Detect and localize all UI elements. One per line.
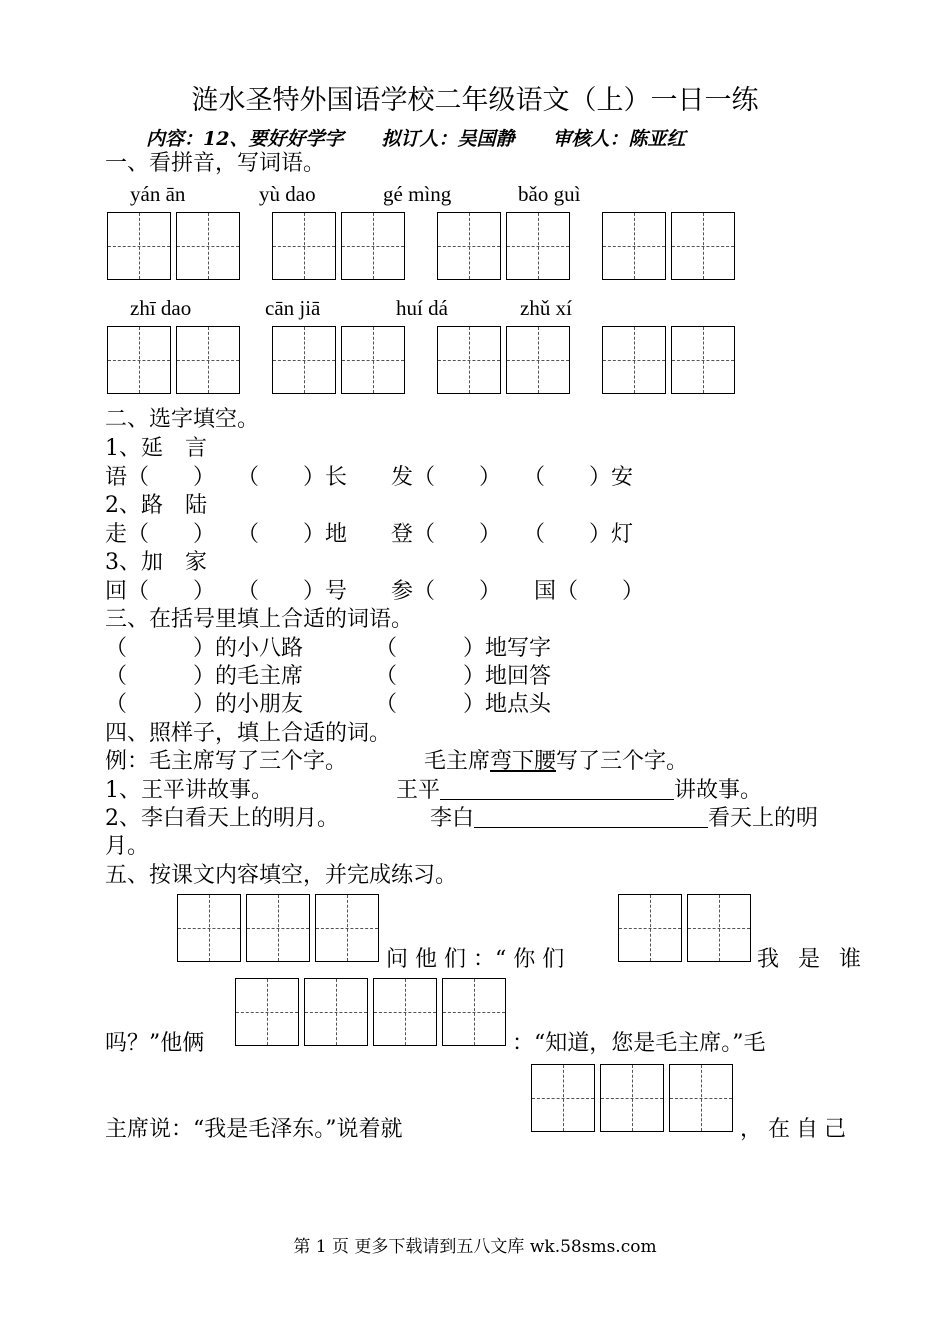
group-3-line: 回（ ） （ ）号 参（ ） 国（ ） — [105, 579, 645, 604]
passage-text-1: 问 他 们 ：“ 你 们 — [386, 947, 565, 972]
writing-box[interactable] — [341, 326, 405, 394]
writing-box[interactable] — [177, 894, 241, 962]
group-2-line: 走（ ） （ ）地 登（ ） （ ）灯 — [105, 522, 634, 547]
writing-box[interactable] — [671, 326, 735, 394]
q1-subject: 王平 — [396, 778, 441, 803]
question-2-answer — [430, 805, 818, 833]
section-1-heading: 一、看拼音，写词语。 — [105, 151, 326, 176]
writing-box[interactable] — [246, 894, 310, 962]
question-2-wrap: 月。 — [105, 834, 150, 859]
writing-box[interactable] — [437, 212, 501, 280]
pinyin-2: yù dao — [259, 182, 316, 206]
q2-rest: 看天上的明 — [708, 806, 819, 831]
page-title: 涟水圣特外国语学校二年级语文（上）一日一练 — [191, 85, 759, 116]
writing-box[interactable] — [341, 212, 405, 280]
passage-text-2: 我 是 谁 — [757, 947, 867, 972]
pinyin-7: huí dá — [396, 296, 448, 320]
pinyin-8: zhǔ xí — [520, 296, 572, 320]
writing-box[interactable] — [602, 212, 666, 280]
passage-text-6: ，在自己 — [740, 1117, 853, 1142]
writing-box[interactable] — [600, 1064, 664, 1132]
writing-box[interactable] — [602, 326, 666, 394]
writing-box[interactable] — [272, 212, 336, 280]
question-1-answer — [396, 777, 762, 805]
example-subject: 毛主席 — [424, 749, 491, 774]
writing-box[interactable] — [618, 894, 682, 962]
section-5-heading: 五、按课文内容填空，并完成练习。 — [105, 863, 458, 888]
example-rest: 写了三个字。 — [556, 749, 689, 774]
phrase-left: （ ）的小朋友 — [105, 692, 304, 717]
writing-box[interactable] — [235, 978, 299, 1046]
writing-box[interactable] — [669, 1064, 733, 1132]
section-3-heading: 三、在括号里填上合适的词语。 — [105, 607, 414, 632]
writing-box[interactable] — [304, 978, 368, 1046]
q2-subject: 李白 — [430, 806, 475, 831]
writing-box[interactable] — [315, 894, 379, 962]
writing-box[interactable] — [506, 212, 570, 280]
writing-box[interactable] — [437, 326, 501, 394]
phrase-left: （ ）的毛主席 — [105, 664, 304, 689]
writing-box[interactable] — [176, 326, 240, 394]
writing-box[interactable] — [176, 212, 240, 280]
writing-box[interactable] — [442, 978, 506, 1046]
writing-box[interactable] — [107, 326, 171, 394]
passage-text-4: ：“知道，您是毛主席。”毛 — [512, 1031, 766, 1056]
phrase-left: （ ）的小八路 — [105, 636, 304, 661]
q1-rest: 讲故事。 — [674, 778, 763, 803]
group-2-label: 2、路 陆 — [105, 493, 207, 518]
writing-box[interactable] — [531, 1064, 595, 1132]
page-footer: 第 1 页 更多下载请到五八文库 wk.58sms.com — [293, 1237, 657, 1257]
section-2-heading: 二、选字填空。 — [105, 407, 260, 432]
subtitle: 内容：12、要好好学字 拟订人：吴国静 审核人：陈亚红 — [146, 128, 686, 150]
phrase-right: （ ）地点头 — [375, 692, 552, 717]
writing-box[interactable] — [506, 326, 570, 394]
group-1-label: 1、延 言 — [105, 436, 207, 461]
phrase-right: （ ）地回答 — [375, 664, 552, 689]
writing-box[interactable] — [687, 894, 751, 962]
pinyin-3: gé mìng — [383, 182, 452, 206]
section-4-heading: 四、照样子，填上合适的词。 — [105, 721, 392, 746]
passage-text-5: 主席说：“我是毛泽东。”说着就 — [105, 1117, 403, 1142]
example-underlined-word: 弯下腰 — [490, 749, 557, 774]
group-1-line: 语（ ） （ ）长 发（ ） （ ）安 — [105, 465, 634, 490]
question-1-sentence: 1、王平讲故事。 — [105, 778, 273, 803]
pinyin-1: yán ān — [130, 182, 186, 206]
example-sentence: 例：毛主席写了三个字。 — [105, 749, 348, 774]
pinyin-6: cān jiā — [265, 296, 321, 320]
example-answer — [424, 748, 688, 776]
group-3-label: 3、加 家 — [105, 550, 207, 575]
pinyin-4: bǎo guì — [518, 182, 581, 206]
pinyin-5: zhī dao — [130, 296, 192, 320]
answer-blank[interactable] — [474, 805, 708, 828]
writing-box[interactable] — [107, 212, 171, 280]
phrase-right: （ ）地写字 — [375, 636, 552, 661]
question-2-sentence: 2、李白看天上的明月。 — [105, 806, 339, 831]
answer-blank[interactable] — [440, 777, 674, 800]
writing-box[interactable] — [671, 212, 735, 280]
passage-text-3: 吗？”他俩 — [105, 1031, 205, 1056]
writing-box[interactable] — [373, 978, 437, 1046]
writing-box[interactable] — [272, 326, 336, 394]
